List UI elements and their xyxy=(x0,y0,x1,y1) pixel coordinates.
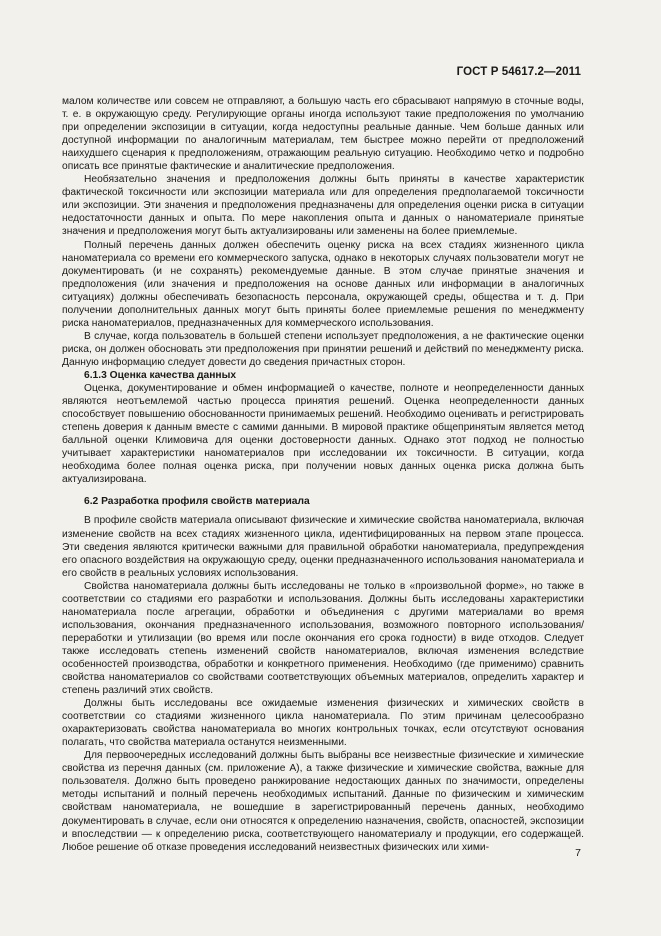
paragraph: Должны быть исследованы все ожидаемые изменения физических и химических свойств в соответствии со стадиями жизненного цикла наноматериала. По этим причинам целесообразно охарактеризовать свойства наноматериала во многих контрольных точках, если отсутствуют основания полагать, что свойства материала останутся неизменными. xyxy=(62,698,584,749)
paragraph: В профиле свойств материала описывают физические и химические свойства наноматериала, включая изменение свойств на всех стадиях жизненного цикла, идентифицированных на первом этапе процесса. Эти сведения являются критически важными для правильной обработки наноматериала, предупреждения его опасного воздействия на окружающую среду, оценки предназначенного использования наноматериала и его свойств в реальных условиях использования. xyxy=(62,515,584,579)
paragraph: Необязательно значения и предположения должны быть приняты в качестве характеристик фактической токсичности или экспозиции материала или для определения предполагаемой токсичности или экспозиции. Эти значения и предположения предназначены для определения оценки риска в ситуации недостаточности данных и опыта. По мере накопления опыта и данных о наноматериале принятые значения и предположения могут быть актуализированы или заменены на более приемлемые. xyxy=(62,174,584,238)
paragraph: Для первоочередных исследований должны быть выбраны все неизвестные физические и химические свойства из перечня данных (см. приложение А), а также физические и химические свойства, важные для пользователя. Должно быть проведено ранжирование недостающих данных по значимости, определены методы испытаний и полный перечень необходимых испытаний. Данные по физическим и химическим свойствам наноматериала, не вошедшие в зарегистрированный перечень данных, необходимо документировать в случае, если они относятся к определению назначения, свойств, опасностей, экспозиции и впоследствии — к определению риска, соответствующего наноматериалу и продукции, его содержащей. Любое решение об отказе проведения исследований неизвестных физических или хими- xyxy=(62,750,584,853)
main-text xyxy=(62,95,584,854)
paragraph: Оценка, документирование и обмен информацией о качестве, полноте и неопределенности данных являются неотъемлемой частью процесса принятия решений. Оценка неопределенности данных способствует повышению обоснованности принимаемых решений. Необходимо оценивать и регистрировать степень доверия к данным вместе с самими данными. В мировой практике общепринятым является метод балльной оценки Климовича для оценки достоверности данных. Однако этот подход не полностью учитывает характеристики наноматериалов при исследовании их токсичности. В ситуации, когда необходима более полная оценка риска, при получении новых данных оценка риска должна быть актуализирована. xyxy=(62,383,584,486)
paragraph-continuation: малом количестве или совсем не отправляют, а большую часть его сбрасывают напрямую в сточные воды, т. е. в окружающую среду. Регулирующие органы иногда используют такие предположения по умолчанию при определении экспозиции в ситуации, когда недоступны реальные данные. Чем больше данных или доступной информации по аналогичным материалам, тем быстрее можно перейти от предположений наихудшего сценария к предположениям, отражающим реальную ситуацию. Необходимо четко и подробно описать все принятые фактические и аналитические предположения. xyxy=(62,96,584,173)
section-heading-6-2: 6.2 Разработка профиля свойств материала xyxy=(84,496,310,508)
section-heading-6-1-3: 6.1.3 Оценка качества данных xyxy=(84,369,237,381)
paragraph: В случае, когда пользователь в большей степени использует предположения, а не фактические оценки риска, он должен обосновать эти предположения при принятии решений и действий по менеджменту риска. Данную информацию следует довести до сведения причастных сторон. xyxy=(62,330,584,368)
paragraph: Полный перечень данных должен обеспечить оценку риска на всех стадиях жизненного цикла наноматериала со времени его коммерческого запуска, однако в некоторых случаях пользователи могут не документировать (и не сохранять) рекомендуемые данные. В этом случае принятые значения и предположения (или значения и предположения на основе данных или информации в аналогичных ситуациях) должны обеспечивать безопасность персонала, окружающей среды, общества и т. д. При получении дополнительных данных могут быть приняты более приемлемые решения по менеджменту риска наноматериалов, предназначенных для коммерческого использования. xyxy=(62,239,584,329)
page-number: 7 xyxy=(575,847,581,859)
document-id-header: ГОСТ Р 54617.2—2011 xyxy=(456,66,581,78)
paragraph: Свойства наноматериала должны быть исследованы не только в «произвольной форме», но также в соответствии со стадиями его разработки и использования. Должны быть исследованы характеристики наноматериала после агрегации, обработки и объединения с другими материалами во время использования, окончания предназначенного использования, возможного повторного использования/переработки и утилизации (во время или после окончания его срока годности) в виде отходов. Следует также исследовать степень изменений свойств наноматериалов, включая изменения вследствие особенностей производства, обработки и конкретного применения. Необходимо (где применимо) сравнить свойства наноматериалов со свойствами соответствующих объемных материалов, определить характер и степень различий этих свойств. xyxy=(62,580,584,697)
